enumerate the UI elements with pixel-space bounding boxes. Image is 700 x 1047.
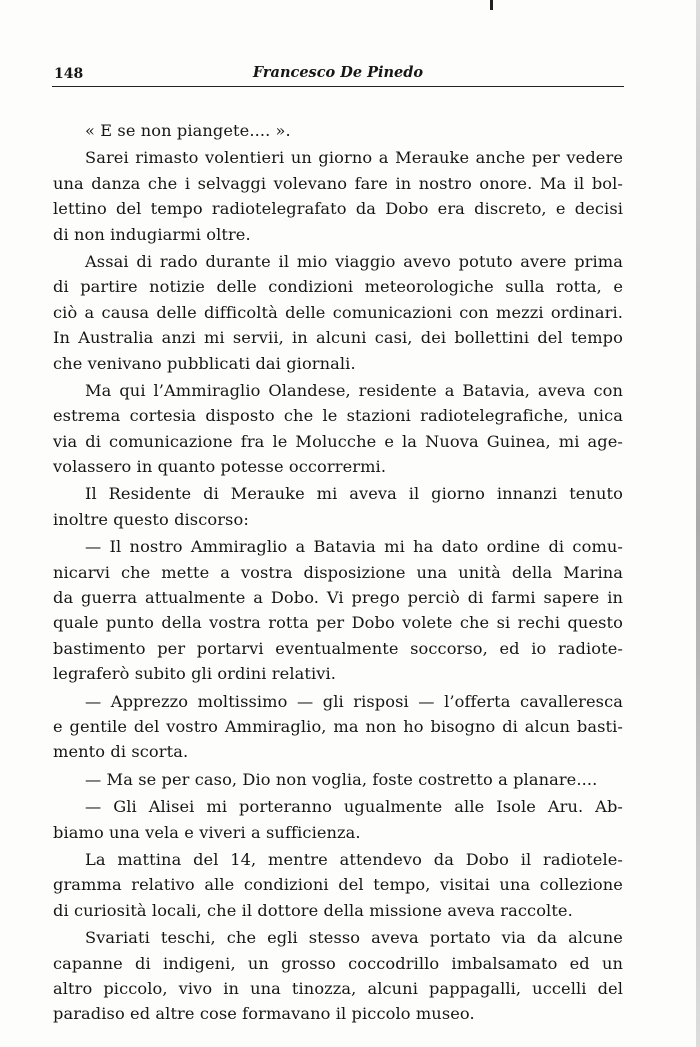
paragraph (53, 118, 623, 143)
text-line: Ma qui l’Ammiraglio Olandese, residente a Batavia, aveva con (85, 380, 623, 400)
text-line: — Apprezzo moltissimo — gli risposi — l’offerta cavalleresca (85, 691, 623, 711)
text-line: legraferò subito gli ordini relativi. (53, 664, 337, 684)
text-line: nicarvi che mette a vostra disposizione una unità della Marina (53, 562, 623, 582)
text-line: una danza che i selvaggi volevano fare in nostro onore. Ma il bol- (53, 173, 623, 193)
text-line: biamo una vela e viveri a sufficienza. (53, 822, 361, 842)
text-line: Assai di rado durante il mio viaggio avevo potuto avere prima (85, 251, 623, 271)
text-line: e gentile del vostro Ammiraglio, ma non ho bisogno di alcun basti- (53, 716, 623, 736)
text-line: capanne di indigeni, un grosso coccodrillo imbalsamato ed un (53, 953, 623, 973)
page-edge (696, 0, 700, 1047)
paragraph (53, 534, 623, 686)
paragraph (53, 689, 623, 765)
running-title: Francesco De Pinedo (252, 64, 424, 81)
page-number: 148 (54, 66, 84, 82)
paragraph (53, 378, 623, 480)
paragraph (53, 249, 623, 376)
paragraph (53, 767, 623, 792)
text-line: Svariati teschi, che egli stesso aveva portato via da alcune (85, 928, 623, 948)
text-line: lettino del tempo radiotelegrafato da Dobo era discreto, e decisi (53, 199, 623, 219)
text-line: bastimento per portarvi eventualmente soccorso, ed io radiote- (53, 638, 623, 658)
text-line: — Il nostro Ammiraglio a Batavia mi ha dato ordine di comu- (85, 537, 623, 557)
text-line: mento di scorta. (53, 742, 189, 762)
text-line: volassero in quanto potesse occorrermi. (53, 457, 387, 477)
paragraph (53, 145, 623, 247)
text-line: di non indugiarmi oltre. (53, 224, 251, 244)
text-line: che venivano pubblicati dai giornali. (53, 353, 356, 373)
text-line: estrema cortesia disposto che le stazioni radiotelegrafiche, unica (53, 406, 623, 426)
paragraph (53, 481, 623, 532)
text-line: via di comunicazione fra le Molucche e la Nuova Guinea, mi age- (53, 431, 623, 451)
text-line: gramma relativo alle condizioni del tempo, visitai una collezione (53, 875, 623, 895)
page-header (52, 64, 624, 87)
text-line: altro piccolo, vivo in una tinozza, alcuni pappagalli, uccelli del (53, 978, 623, 998)
text-line: inoltre questo discorso: (53, 509, 249, 529)
text-line: quale punto della vostra rotta per Dobo volete che si rechi questo (53, 613, 623, 633)
text-line: « E se non piangete.... ». (85, 121, 291, 140)
page-body (53, 118, 623, 1029)
text-line: di partire notizie delle condizioni meteorologiche sulla rotta, e (53, 277, 623, 297)
text-line: da guerra attualmente a Dobo. Vi prego perciò di farmi sapere in (53, 588, 623, 608)
text-line: di curiosità locali, che il dottore della missione aveva raccolte. (53, 900, 573, 920)
paragraph (53, 794, 623, 845)
text-line: ciò a causa delle difficoltà delle comunicazioni con mezzi ordinari. (53, 302, 623, 322)
text-line: Il Residente di Merauke mi aveva il giorno innanzi tenuto (85, 484, 623, 504)
text-line: Sarei rimasto volentieri un giorno a Merauke anche per vedere (85, 148, 623, 168)
text-line: In Australia anzi mi servii, in alcuni casi, dei bollettini del tempo (53, 328, 623, 348)
paragraph (53, 925, 623, 1027)
scan-mark (490, 0, 493, 10)
text-line: paradiso ed altre cose formavano il piccolo museo. (53, 1004, 475, 1024)
text-line: — Ma se per caso, Dio non voglia, foste costretto a planare.... (85, 769, 598, 789)
text-line: La mattina del 14, mentre attendevo da Dobo il radiotele- (85, 849, 623, 869)
paragraph (53, 847, 623, 923)
text-line: — Gli Alisei mi porteranno ugualmente alle Isole Aru. Ab- (85, 797, 623, 817)
